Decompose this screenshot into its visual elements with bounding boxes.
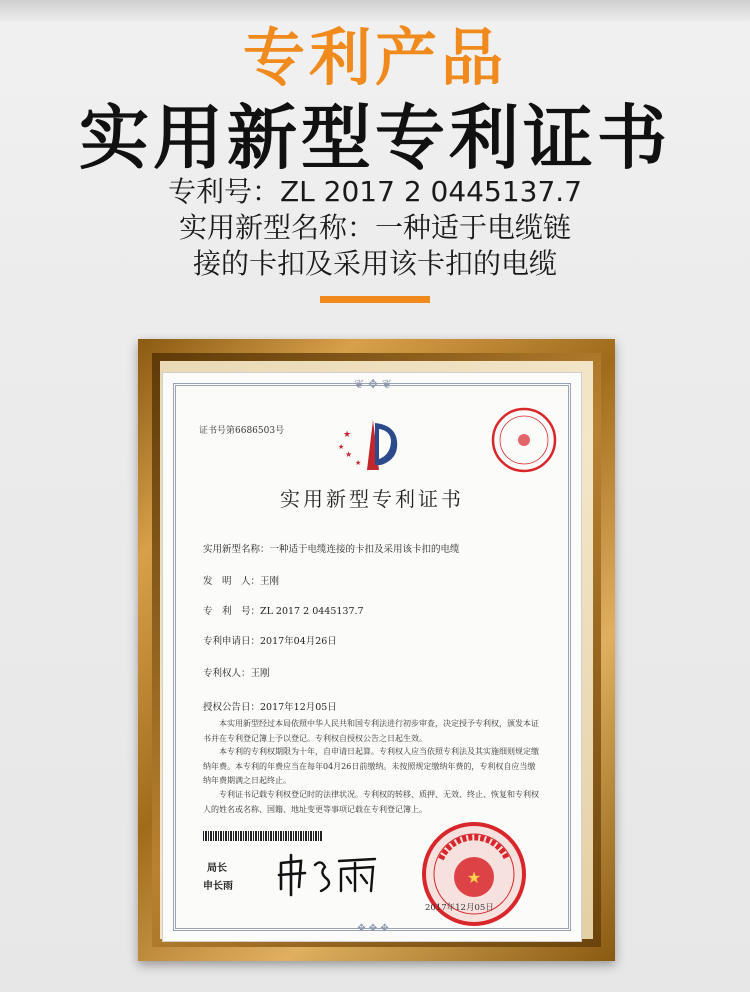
svg-text:★: ★	[355, 459, 362, 467]
patent-office-logo-icon	[337, 415, 407, 475]
director-name: 申长雨	[203, 881, 233, 892]
field-filing-date: 专利申请日：2017年04月26日	[203, 636, 337, 647]
svg-text:★: ★	[466, 868, 482, 887]
certificate-number: 证书号第6686503号	[199, 426, 285, 436]
certificate-paper	[162, 372, 582, 942]
utility-name-line-2: 接的卡扣及采用该卡扣的电缆	[192, 247, 557, 280]
field-patent-number: 专 利 号：ZL 2017 2 0445137.7	[203, 606, 364, 617]
field-utility-name: 实用新型名称：一种适于电缆连接的卡扣及采用该卡扣的电缆	[203, 544, 460, 555]
field-inventor: 发 明 人：王刚	[203, 576, 280, 587]
top-shadow-band	[0, 0, 750, 22]
certificate-paragraph: 专利证书记载专利权登记时的法律状况。专利权的转移、质押、无效、终止、恢复和专利权人的姓名或名称、国籍、地址变更等事项记载在专利登记簿上。	[203, 790, 539, 814]
patent-number-line: 专利号：ZL 2017 2 0445137.7	[168, 175, 582, 208]
certificate-title: 实用新型专利证书	[280, 487, 464, 511]
utility-name-line-1: 实用新型名称：一种适于电缆链	[178, 211, 571, 244]
seal-date: 2017年12月05日	[425, 903, 494, 913]
director-title: 局长	[207, 863, 227, 874]
barcode	[203, 831, 323, 841]
top-ornament: ❦ ✥ ❦	[354, 377, 392, 391]
small-red-seal-icon	[489, 405, 559, 475]
bottom-ornament: ✥ ✥ ✥	[357, 923, 389, 934]
svg-text:★: ★	[338, 443, 345, 451]
svg-text:★: ★	[343, 430, 352, 440]
handwritten-signature	[275, 851, 385, 897]
field-grant-date: 授权公告日：2017年12月05日	[203, 702, 337, 713]
certificate-paragraph: 本专利的专利权期限为十年，自申请日起算。专利权人应当依照专利法及其实施细则规定缴纳年费。本专利的年费应当在每年04月26日前缴纳。未按照规定缴纳年费的，专利权自应当缴纳年费期满之日起终止。	[203, 747, 539, 785]
svg-text:★: ★	[345, 450, 353, 459]
certificate-paragraph: 本实用新型经过本局依照中华人民共和国专利法进行初步审查，决定授予专利权，颁发本证书并在专利登记簿上予以登记。专利权自授权公告之日起生效。	[203, 719, 539, 743]
accent-divider	[320, 296, 430, 303]
page-title-black: 实用新型专利证书	[79, 97, 671, 179]
page-title-orange: 专利产品	[242, 21, 507, 94]
field-patentee: 专利权人：王刚	[203, 668, 270, 679]
